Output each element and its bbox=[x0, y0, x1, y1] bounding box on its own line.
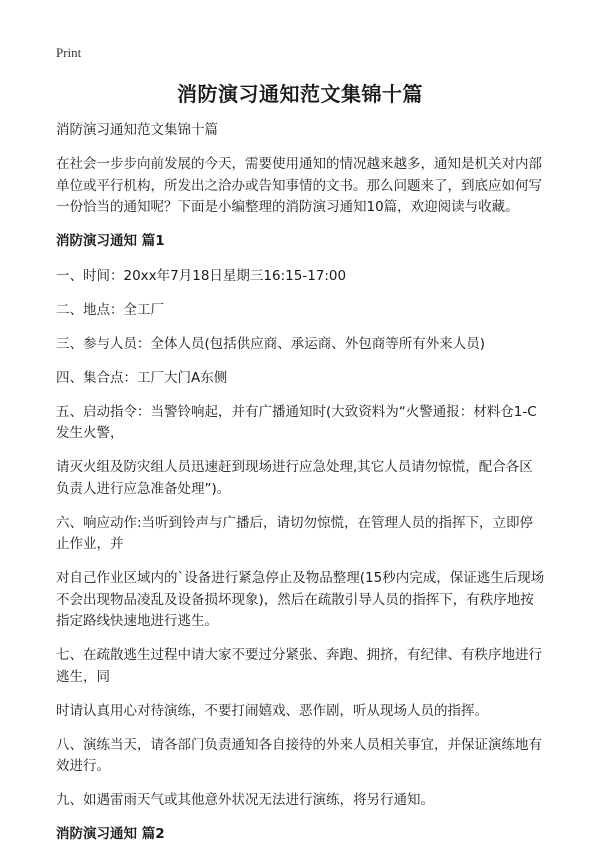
item-response-continued: 对自己作业区域内的`设备进行紧急停止及物品整理(15秒内完成，保证逃生后现场不会出现物品凌乱及设备损坏现象)，然后在疏散引导人员的指挥下，有秩序地按指定路线快速地进行逃生。 bbox=[56, 570, 545, 629]
print-link[interactable]: Print bbox=[56, 45, 82, 60]
item-response: 六、响应动作:当听到铃声与广播后，请切勿惊慌，在管理人员的指挥下，立即停止作业，并 bbox=[56, 514, 534, 552]
item-start-command: 五、启动指令：当警铃响起，并有广播通知时(大致资料为“火警通报：材料仓1-C发生火警， bbox=[56, 403, 537, 441]
item-drill-day: 八、演练当天，请各部门负责通知各自接待的外来人员相关事宜，并保证演练地有效进行。 bbox=[56, 736, 542, 774]
item-assembly: 四、集合点：工厂大门A东侧 bbox=[56, 369, 228, 386]
section-heading-2: 消防演习通知 篇2 bbox=[56, 826, 165, 842]
item-place: 二、地点：全工厂 bbox=[56, 301, 164, 318]
section-heading-1: 消防演习通知 篇1 bbox=[56, 233, 165, 249]
document-subtitle: 消防演习通知范文集锦十篇 bbox=[56, 122, 218, 138]
document-body bbox=[56, 120, 546, 859]
item-evacuation-continued: 时请认真用心对待演练，不要打闹嬉戏、恶作剧，听从现场人员的指挥。 bbox=[56, 702, 488, 719]
item-start-command-continued: 请灭火组及防灾组人员迅速赶到现场进行应急处理,其它人员请勿惊慌，配合各区负责人进行应急准备处理”)。 bbox=[56, 459, 533, 497]
item-time: 一、时间：20xx年7月18日星期三16:15-17:00 bbox=[56, 267, 347, 284]
item-weather: 九、如遇雷雨天气或其他意外状况无法进行演练，将另行通知。 bbox=[56, 792, 434, 808]
item-participants: 三、参与人员：全体人员(包括供应商、承运商、外包商等所有外来人员) bbox=[56, 335, 486, 352]
page-title: 消防演习通知范文集锦十篇 bbox=[177, 82, 423, 106]
item-evacuation: 七、在疏散逃生过程中请大家不要过分紧张、奔跑、拥挤，有纪律、有秩序地进行逃生，同 bbox=[56, 647, 542, 685]
intro-paragraph: 在社会一步步向前发展的今天，需要使用通知的情况越来越多，通知是机关对内部单位或平行机构，所发出之洽办或告知事情的文书。那么问题来了，到底应如何写一份恰当的通知呢？下面是小编整理的消防演习通知10篇，欢迎阅读与收藏。 bbox=[56, 156, 542, 215]
